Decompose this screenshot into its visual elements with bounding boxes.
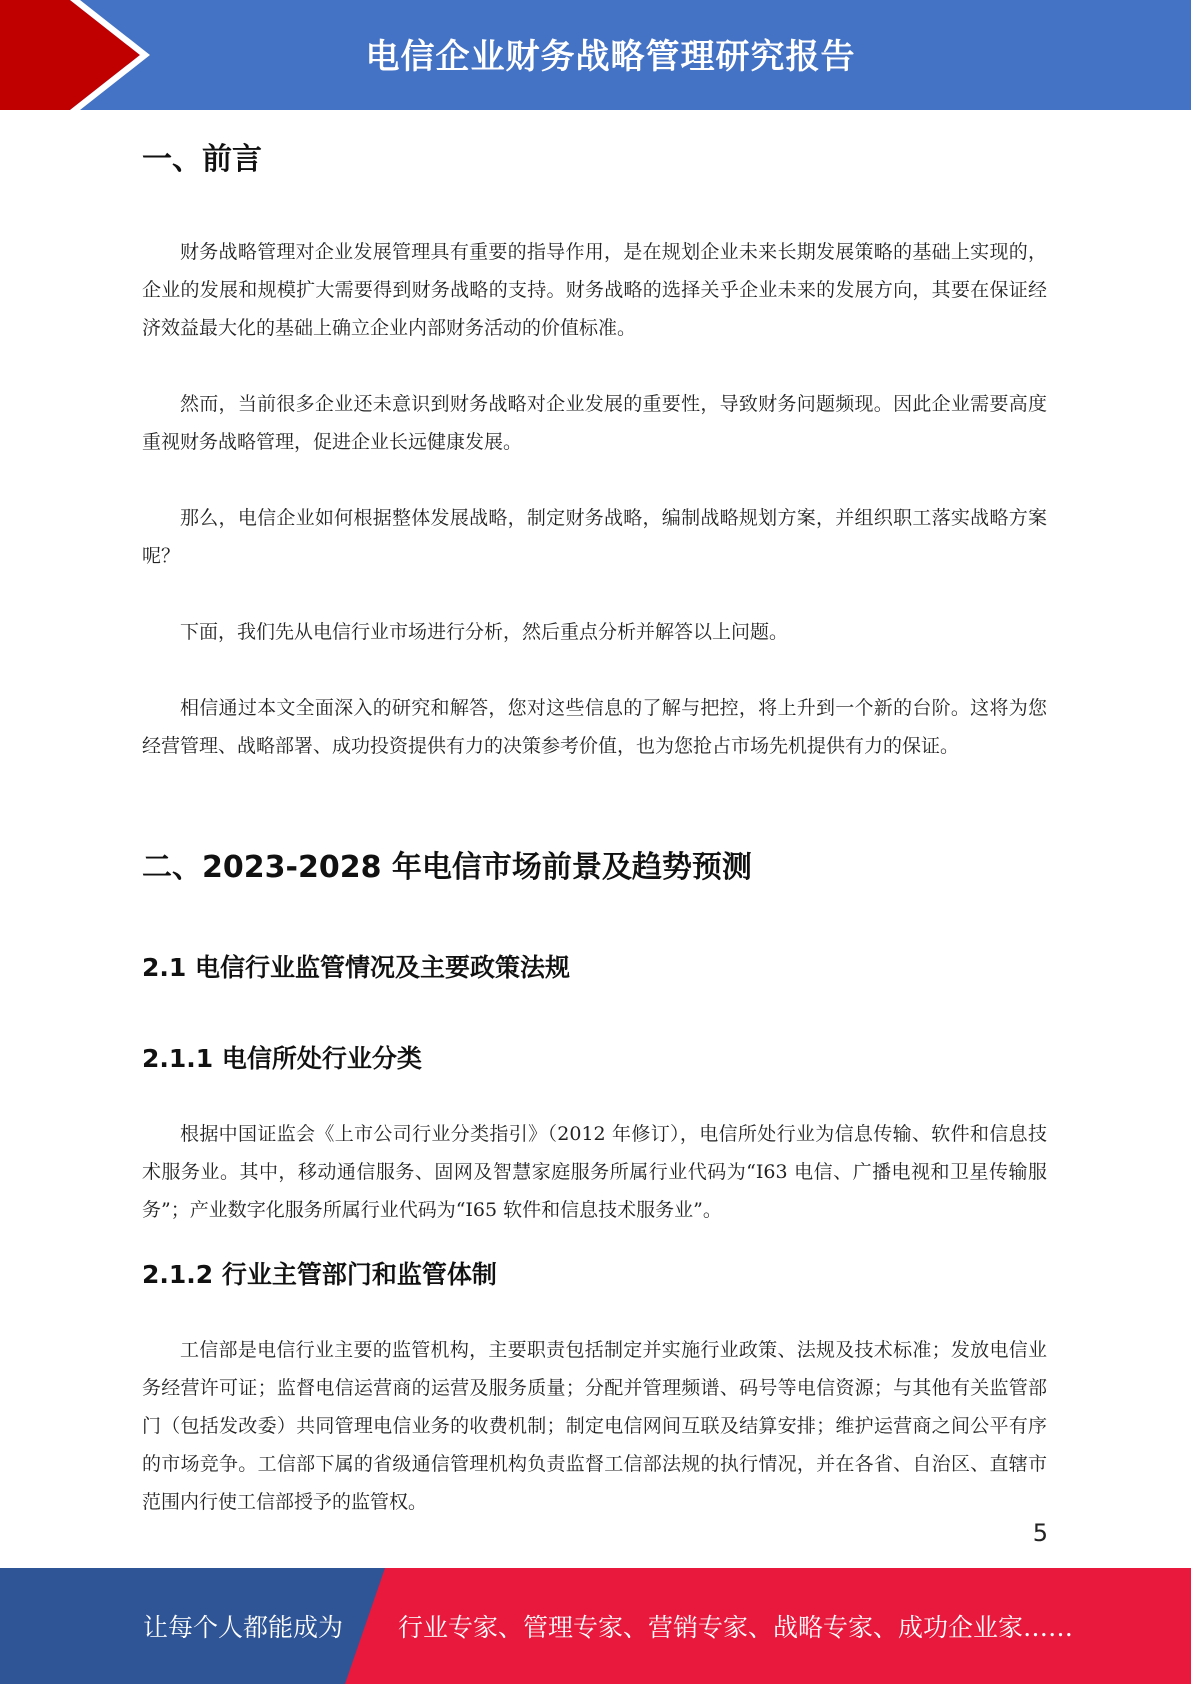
section-2-heading: 二、2023-2028 年电信市场前景及趋势预测 (142, 850, 752, 885)
intro-paragraph-4: 下面，我们先从电信行业市场进行分析，然后重点分析并解答以上问题。 (180, 621, 789, 643)
section-2-1-1-heading: 2.1.1 电信所处行业分类 (142, 1044, 422, 1073)
intro-paragraph-3: 那么，电信企业如何根据整体发展战略，制定财务战略，编制战略规划方案，并组织职工落实战略方案呢？ (142, 507, 1047, 567)
page-header (0, 0, 1191, 110)
report-title: 电信企业财务战略管理研究报告 (365, 36, 856, 77)
footer-slogan-right: 行业专家、管理专家、营销专家、战略专家、成功企业家…… (398, 1613, 1074, 1642)
section-2-1-heading: 2.1 电信行业监管情况及主要政策法规 (142, 953, 570, 982)
footer-slogan-left: 让每个人都能成为 (143, 1613, 344, 1642)
section-2-1-2-heading: 2.1.2 行业主管部门和监管体制 (142, 1260, 497, 1289)
intro-paragraph-5: 相信通过本文全面深入的研究和解答，您对这些信息的了解与把控，将上升到一个新的台阶。这将为您经营管理、战略部署、成功投资提供有力的决策参考价值，也为您抢占市场先机提供有力的保证。 (142, 697, 1047, 757)
section-1-heading: 一、前言 (142, 142, 262, 177)
industry-classification-paragraph: 根据中国证监会《上市公司行业分类指引》（2012 年修订），电信所处行业为信息传输、软件和信息技术服务业。其中，移动通信服务、固网及智慧家庭服务所属行业代码为“I63 电信、广播电视和卫星传输服务”；产业数字化服务所属行业代码为“I65 软件和信息技术服务业”。 (142, 1123, 1047, 1221)
page-number: 5 (1032, 1519, 1048, 1547)
intro-paragraph-1: 财务战略管理对企业发展管理具有重要的指导作用，是在规划企业未来长期发展策略的基础上实现的，企业的发展和规模扩大需要得到财务战略的支持。财务战略的选择关乎企业未来的发展方向，其要在保证经济效益最大化的基础上确立企业内部财务活动的价值标准。 (142, 241, 1047, 339)
intro-paragraph-2: 然而，当前很多企业还未意识到财务战略对企业发展的重要性，导致财务问题频现。因此企业需要高度重视财务战略管理，促进企业长远健康发展。 (142, 393, 1047, 453)
page-footer (0, 1568, 1191, 1684)
regulatory-paragraph: 工信部是电信行业主要的监管机构，主要职责包括制定并实施行业政策、法规及技术标准；发放电信业务经营许可证；监督电信运营商的运营及服务质量；分配并管理频谱、码号等电信资源；与其他有关监管部门（包括发改委）共同管理电信业务的收费机制；制定电信网间互联及结算安排；维护运营商之间公平有序的市场竞争。工信部下属的省级通信管理机构负责监督工信部法规的执行情况，并在各省、自治区、直辖市范围内行使工信部授予的监管权。 (142, 1339, 1047, 1513)
